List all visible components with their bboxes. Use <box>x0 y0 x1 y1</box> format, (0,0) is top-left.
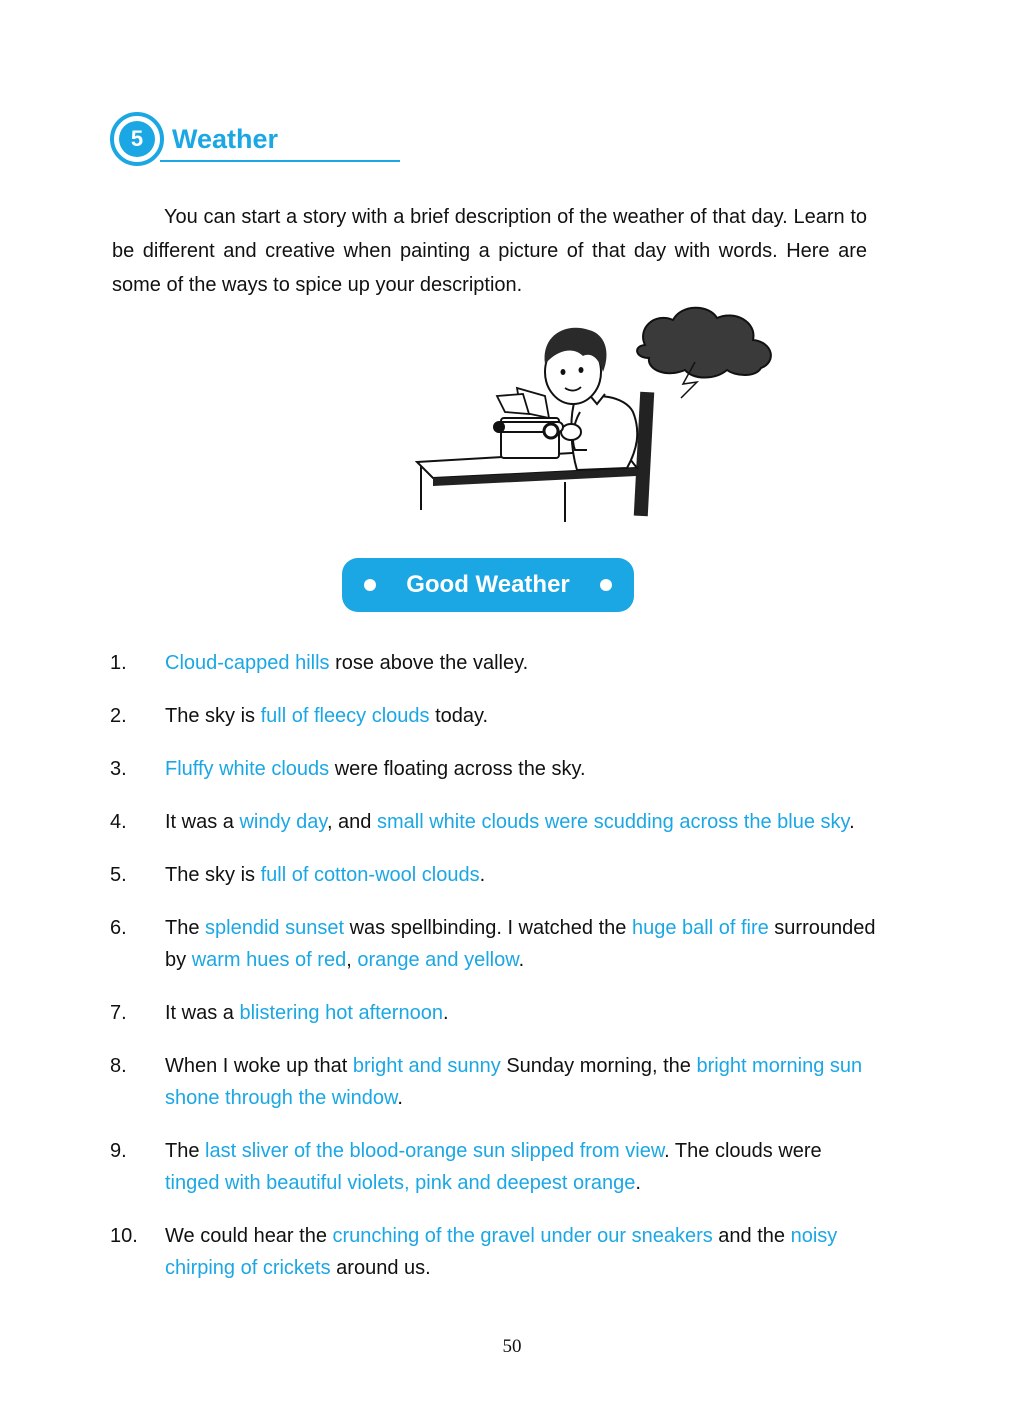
intro-paragraph: You can start a story with a brief description of the weather of that day. Learn to be different and creative when painting a picture of that day with words. Here are some of the ways to spice up your description. <box>112 206 867 296</box>
list-item-number: 8. <box>110 1055 127 1077</box>
highlighted-phrase: Fluffy white clouds <box>165 758 330 780</box>
sentence-text: The <box>165 1140 206 1162</box>
list-item-number: 7. <box>110 1002 127 1024</box>
list-item <box>110 859 880 891</box>
sentence-text: The sky is <box>165 864 261 886</box>
list-item-number: 1. <box>110 652 127 674</box>
list-item <box>110 806 880 838</box>
heading-underline <box>160 160 400 162</box>
list-item-text <box>165 758 586 780</box>
sentence-text: and the <box>712 1225 791 1247</box>
highlighted-phrase: noisy chirping of crickets <box>165 1225 838 1279</box>
list-item-number: 2. <box>110 705 127 727</box>
sentence-text: It was a <box>165 811 240 833</box>
highlighted-phrase: small white clouds were scudding across the blue sky <box>376 811 850 833</box>
sentence-text: We could hear the <box>165 1225 333 1247</box>
list-item-text <box>165 917 875 971</box>
typewriter-icon <box>493 388 563 458</box>
sentence-text: , <box>346 949 358 971</box>
typewriter-storm-icon <box>405 300 785 530</box>
sentence-text: rose above the valley. <box>329 652 529 674</box>
list-item-text <box>165 811 855 833</box>
sentence-text: , and <box>326 811 377 833</box>
sentence-text: . The clouds were <box>664 1140 822 1162</box>
section-number-badge <box>110 112 164 166</box>
example-sentence-list <box>110 647 880 1305</box>
sentence-text: The <box>165 917 206 939</box>
highlighted-phrase: splendid sunset <box>205 917 345 939</box>
list-item <box>110 1220 880 1284</box>
list-item-number: 9. <box>110 1140 127 1162</box>
highlighted-phrase: windy day <box>239 811 327 833</box>
sentence-text: . <box>397 1087 403 1109</box>
section-heading <box>110 112 300 172</box>
sentence-text: . <box>479 864 486 886</box>
list-item <box>110 912 880 976</box>
highlighted-phrase: blistering hot afternoon <box>239 1002 443 1024</box>
highlighted-phrase: Cloud-capped hills <box>165 652 330 674</box>
sentence-text: It was a <box>165 1002 240 1024</box>
list-item <box>110 647 880 679</box>
highlighted-phrase: full of fleecy clouds <box>260 705 430 727</box>
sentence-text: The sky is <box>165 705 261 727</box>
list-item-text <box>165 1140 822 1194</box>
sentence-text: . <box>849 811 855 833</box>
storm-cloud-icon <box>637 308 771 398</box>
list-item <box>110 997 880 1029</box>
list-item-number: 6. <box>110 917 127 939</box>
good-weather-banner <box>342 558 634 612</box>
section-number: 5 <box>119 121 155 157</box>
banner-label: Good Weather <box>406 571 570 598</box>
list-item-text <box>165 864 485 886</box>
list-item-number: 4. <box>110 811 127 833</box>
highlighted-phrase: orange and yellow <box>357 949 519 971</box>
highlighted-phrase: crunching of the gravel under our sneakers <box>332 1225 713 1247</box>
sentence-text: was spellbinding. I watched the <box>344 917 632 939</box>
sentence-text: were floating across the sky. <box>329 758 586 780</box>
boy-at-typewriter-illustration <box>405 300 785 530</box>
list-item-text <box>165 705 488 727</box>
list-item-text <box>165 1002 449 1024</box>
sentence-text: . <box>635 1172 641 1194</box>
list-item <box>110 1135 880 1199</box>
sentence-text: today. <box>429 705 489 727</box>
highlighted-phrase: tinged with beautiful violets, pink and deepest orange <box>165 1172 636 1194</box>
list-item-text <box>165 1055 862 1109</box>
highlighted-phrase: full of cotton-wool clouds <box>260 864 480 886</box>
sentence-text: Sunday morning, the <box>500 1055 697 1077</box>
section-title: Weather <box>172 124 279 154</box>
sentence-text: around us. <box>330 1257 431 1279</box>
list-item-number: 10. <box>110 1225 138 1247</box>
page-number: 50 <box>502 1336 522 1357</box>
bullet-dot-icon <box>600 579 612 591</box>
list-item-text <box>165 652 528 674</box>
list-item-text <box>165 1225 837 1279</box>
highlighted-phrase: huge ball of fire <box>631 917 769 939</box>
highlighted-phrase: bright and sunny <box>352 1055 501 1077</box>
sentence-text: . <box>518 949 525 971</box>
list-item <box>110 700 880 732</box>
list-item-number: 5. <box>110 864 127 886</box>
sentence-text: . <box>442 1002 449 1024</box>
list-item <box>110 1050 880 1114</box>
highlighted-phrase: last sliver of the blood-orange sun slipped from view <box>205 1140 665 1162</box>
highlighted-phrase: warm hues of red <box>191 949 347 971</box>
highlighted-phrase: bright morning sun shone through the window <box>165 1055 863 1109</box>
sentence-text: surrounded by <box>165 917 876 971</box>
sentence-text: When I woke up that <box>165 1055 353 1077</box>
list-item-number: 3. <box>110 758 127 780</box>
list-item <box>110 753 880 785</box>
